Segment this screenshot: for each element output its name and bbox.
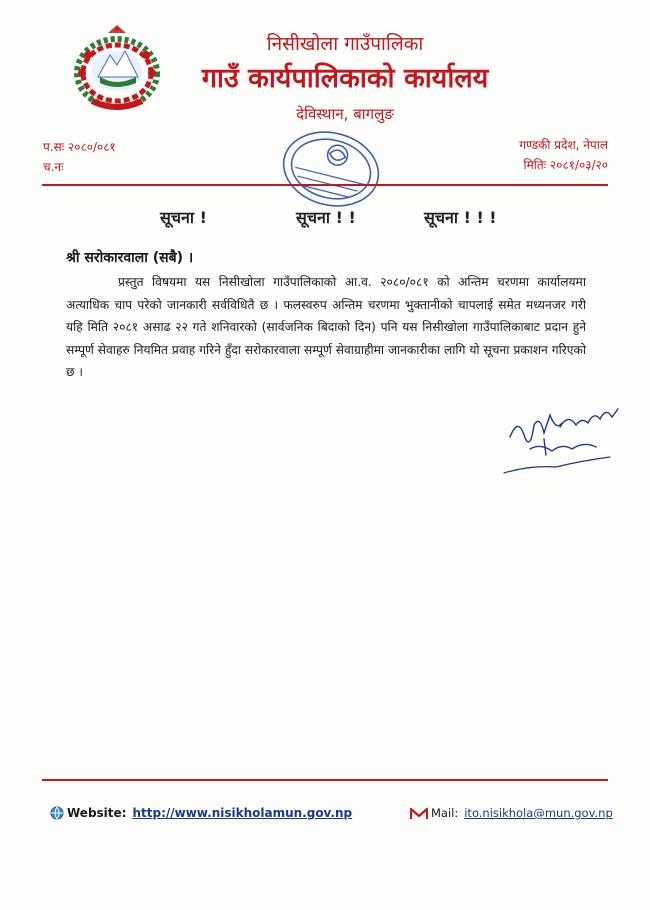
mail-line (410, 806, 613, 820)
notice-heading-2: सूचना ! ! (296, 208, 356, 227)
office-address: देविस्थान, बागलुङ (296, 105, 394, 123)
mail-icon (410, 807, 428, 820)
office-name: निसीखोला गाउँपालिका (266, 33, 424, 55)
header-divider (42, 184, 608, 186)
office-title: गाउँ कार्यपालिकाको कार्यालय (201, 63, 489, 94)
signature-icon (500, 395, 630, 485)
letter-date: मितिः २०८१/०३/२० (523, 158, 608, 172)
website-line (50, 806, 352, 820)
province-label: गण्डकी प्रदेश, नेपाल (519, 138, 608, 152)
salutation: श्री सरोकारवाला (सबै) । (66, 250, 194, 266)
dispatch-number: च.नः (43, 160, 64, 174)
website-label: Website: (67, 806, 127, 820)
mail-link[interactable]: ito.nisikhola@mun.gov.np (464, 806, 613, 820)
notice-body: प्रस्तुत विषयमा यस निसीखोला गाउँपालिकाको आ.व. २०८०/०८१ को अन्तिम चरणमा कार्यालयमा अत्याधिक चाप परेको जानकारी सर्वविधितै छ । फलस्वरुप अन्तिम चरणमा भुक्तानीको चापलाई समेत मध्यनजर गरी यहि मिति २०८१ असाढ २२ गते शनिवारको (सार्वजनिक बिदाको दिन) पनि यस निसीखोला गाउँपालिकाबाट प्रदान हुने सम्पूर्ण सेवाहरु नियमित प्रवाह गरिने हुँदा सरोकारवाला सम्पूर्ण सेवाग्राहीमा जानकारीका लागि यो सूचना प्रकाशन गरिएको छ । (66, 275, 586, 379)
notice-heading-3: सूचना ! ! ! (424, 208, 497, 227)
mail-label: Mail: (431, 806, 459, 820)
office-stamp-icon (272, 124, 390, 214)
footer-divider (42, 779, 608, 781)
globe-icon (50, 806, 64, 820)
reference-number: प.सः २०८०/०८१ (43, 140, 116, 154)
website-link[interactable]: http://www.nisikholamun.gov.np (132, 806, 353, 820)
notice-heading-1: सूचना ! (160, 208, 207, 227)
